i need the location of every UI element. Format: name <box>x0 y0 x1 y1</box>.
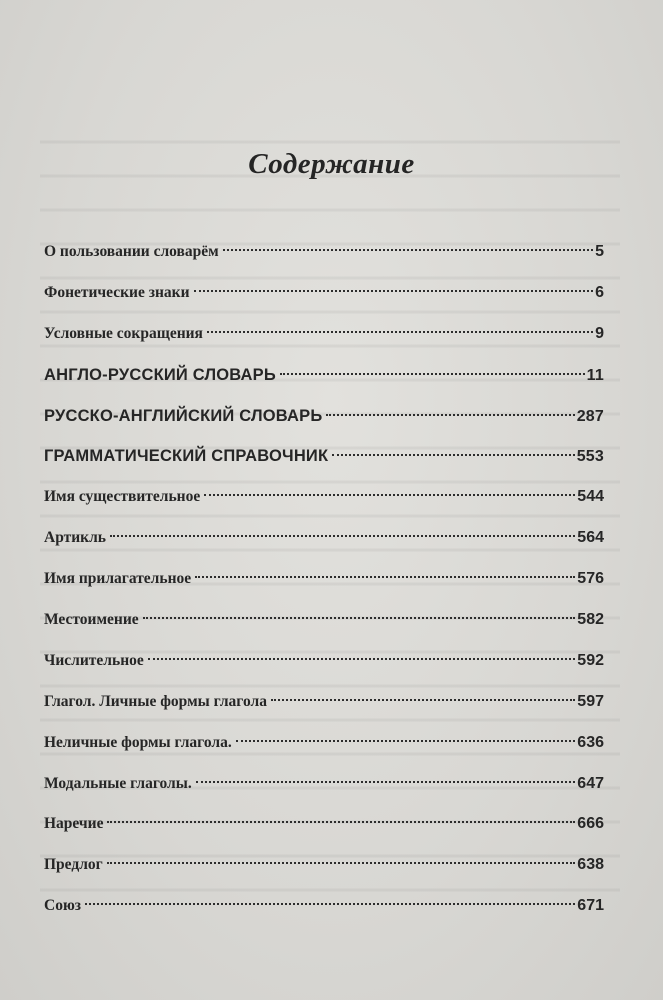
toc-page-number: 671 <box>577 897 604 915</box>
toc-entry <box>44 273 604 314</box>
toc-entry-label: Предлог <box>44 856 103 874</box>
toc-entry <box>44 232 604 273</box>
toc-entry <box>44 641 604 682</box>
toc-entry <box>44 600 604 641</box>
dot-leader <box>332 454 574 456</box>
toc-entry <box>44 518 604 559</box>
toc-page-number: 666 <box>577 815 604 833</box>
toc-entry-label: АНГЛО-РУССКИЙ СЛОВАРЬ <box>44 365 276 384</box>
toc-entry <box>44 723 604 764</box>
toc-entry-label: Фонетические знаки <box>44 283 190 301</box>
toc-entry-label: Модальные глаголы. <box>44 774 192 792</box>
dot-leader <box>207 331 593 333</box>
table-of-contents <box>44 232 604 927</box>
toc-page-number: 647 <box>577 774 604 792</box>
toc-entry-label: РУССКО-АНГЛИЙСКИЙ СЛОВАРЬ <box>44 406 323 425</box>
toc-entry <box>44 314 604 355</box>
toc-entry-label: Союз <box>44 897 82 915</box>
toc-entry-label: Имя прилагательное <box>44 570 192 588</box>
dot-leader <box>326 414 574 416</box>
toc-page-number: 553 <box>576 448 604 466</box>
toc-entry <box>44 477 604 518</box>
toc-entry-label: Наречие <box>44 815 104 833</box>
dot-leader <box>236 740 576 742</box>
dot-leader <box>204 494 575 496</box>
dot-leader <box>107 821 575 823</box>
toc-entry-label: ГРАММАТИЧЕСКИЙ СПРАВОЧНИК <box>44 447 329 466</box>
toc-page-number: 636 <box>577 733 604 751</box>
toc-entry-label: Имя существительное <box>44 488 201 506</box>
toc-entry <box>44 682 604 723</box>
toc-entry-label: Условные сокращения <box>44 324 203 342</box>
dot-leader <box>194 290 594 292</box>
dot-leader <box>195 576 575 578</box>
toc-section-entry <box>44 436 604 477</box>
dot-leader <box>85 903 575 905</box>
toc-page-number: 5 <box>595 243 604 260</box>
toc-entry-label: Числительное <box>44 651 144 669</box>
dot-leader <box>196 781 576 783</box>
toc-page-number: 544 <box>577 488 604 506</box>
dot-leader <box>110 535 575 537</box>
toc-page-number: 287 <box>576 407 604 425</box>
toc-page-number: 11 <box>586 366 604 384</box>
toc-page-number: 597 <box>577 692 604 710</box>
dot-leader <box>143 617 576 619</box>
dot-leader <box>280 373 585 375</box>
toc-page-number: 638 <box>577 856 604 874</box>
toc-entry-label: О пользовании словарём <box>44 243 219 260</box>
toc-page-number: 576 <box>577 570 604 588</box>
toc-section-entry <box>44 396 604 437</box>
dot-leader <box>107 862 576 864</box>
toc-section-entry <box>44 355 604 396</box>
toc-page-number: 9 <box>595 324 604 342</box>
toc-entry <box>44 559 604 600</box>
toc-page-number: 6 <box>595 283 604 301</box>
toc-entry <box>44 886 604 927</box>
dot-leader <box>271 699 575 701</box>
dot-leader <box>148 658 576 660</box>
toc-page-number: 592 <box>577 651 604 669</box>
toc-page-number: 564 <box>577 529 604 547</box>
toc-entry <box>44 845 604 886</box>
page-title: Содержание <box>248 148 415 180</box>
toc-entry-label: Артикль <box>44 529 106 547</box>
toc-entry-label: Местоимение <box>44 611 139 629</box>
dot-leader <box>223 249 593 251</box>
toc-page-number: 582 <box>577 611 604 629</box>
toc-entry-label: Глагол. Личные формы глагола <box>44 692 267 710</box>
toc-entry <box>44 764 604 805</box>
toc-entry-label: Неличные формы глагола. <box>44 733 232 751</box>
toc-entry <box>44 804 604 845</box>
